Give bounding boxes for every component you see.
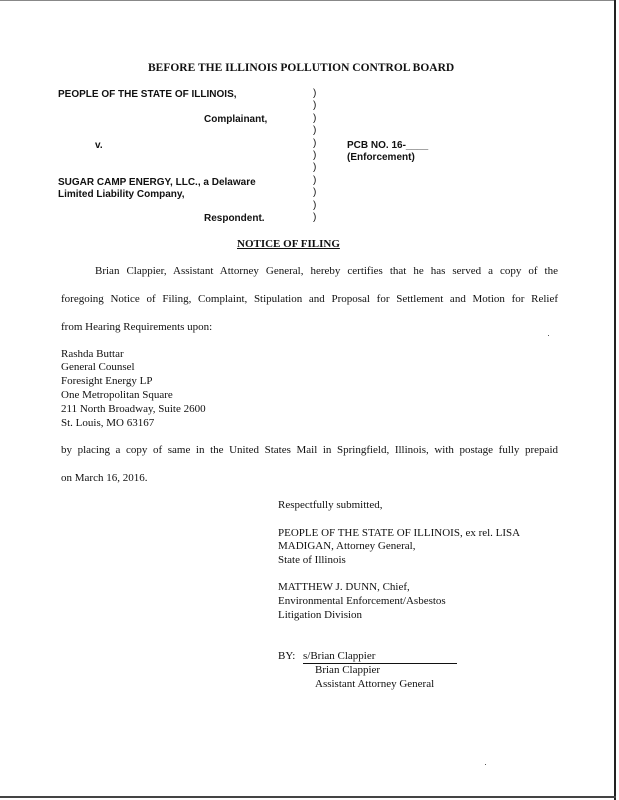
service-line-1: by placing a copy of same in the United States Mail in Springfield, Illinois, with postage fully prepaid <box>61 444 558 456</box>
complainant-label: Complainant, <box>204 114 268 125</box>
body-line-2: foregoing Notice of Filing, Complaint, Stipulation and Proposal for Settlement and Motion for Relief <box>61 293 558 305</box>
recipient-title: General Counsel <box>61 361 135 373</box>
scan-speck <box>548 335 549 336</box>
caption-parentheses: ) ) ) ) ) ) ) ) ) ) ) <box>313 88 317 224</box>
service-line-2: on March 16, 2016. <box>61 472 148 484</box>
defendant-name-line2: Limited Liability Company, <box>58 189 185 200</box>
party-line-2: MADIGAN, Attorney General, <box>278 540 416 552</box>
chief-line-3: Litigation Division <box>278 609 363 621</box>
party-line-3: State of Illinois <box>278 554 346 566</box>
notice-title: NOTICE OF FILING <box>237 238 340 250</box>
closing: Respectfully submitted, <box>278 499 383 511</box>
plaintiff-name: PEOPLE OF THE STATE OF ILLINOIS, <box>58 89 237 100</box>
recipient-company: Foresight Energy LP <box>61 375 153 387</box>
e-signature: s/Brian Clappier <box>303 650 376 662</box>
page-top-edge <box>0 0 616 1</box>
body-line-3: from Hearing Requirements upon: <box>61 321 213 333</box>
recipient-address-2: 211 North Broadway, Suite 2600 <box>61 403 206 415</box>
by-label: BY: <box>278 650 296 662</box>
defendant-name-line1: SUGAR CAMP ENERGY, LLC., a Delaware <box>58 177 256 188</box>
respondent-label: Respondent. <box>204 213 265 224</box>
party-line-1: PEOPLE OF THE STATE OF ILLINOIS, ex rel. LISA <box>278 527 521 539</box>
chief-line-1: MATTHEW J. DUNN, Chief, <box>278 581 410 593</box>
page-right-edge <box>614 0 616 800</box>
case-number: PCB NO. 16-____ <box>347 140 429 151</box>
recipient-name: Rashda Buttar <box>61 348 124 360</box>
body-line-1: Brian Clappier, Assistant Attorney General, hereby certifies that he has served a copy of the <box>95 265 558 277</box>
signature-line <box>303 650 457 664</box>
board-title: BEFORE THE ILLINOIS POLLUTION CONTROL BOARD <box>148 62 455 74</box>
signer-title: Assistant Attorney General <box>315 678 435 690</box>
recipient-city: St. Louis, MO 63167 <box>61 417 155 429</box>
chief-line-2: Environmental Enforcement/Asbestos <box>278 595 446 607</box>
scan-speck <box>485 764 486 765</box>
recipient-address-1: One Metropolitan Square <box>61 389 173 401</box>
versus-label: v. <box>95 140 103 151</box>
signer-name: Brian Clappier <box>315 664 381 676</box>
case-type: (Enforcement) <box>347 152 415 163</box>
page-bottom-edge <box>0 796 616 798</box>
